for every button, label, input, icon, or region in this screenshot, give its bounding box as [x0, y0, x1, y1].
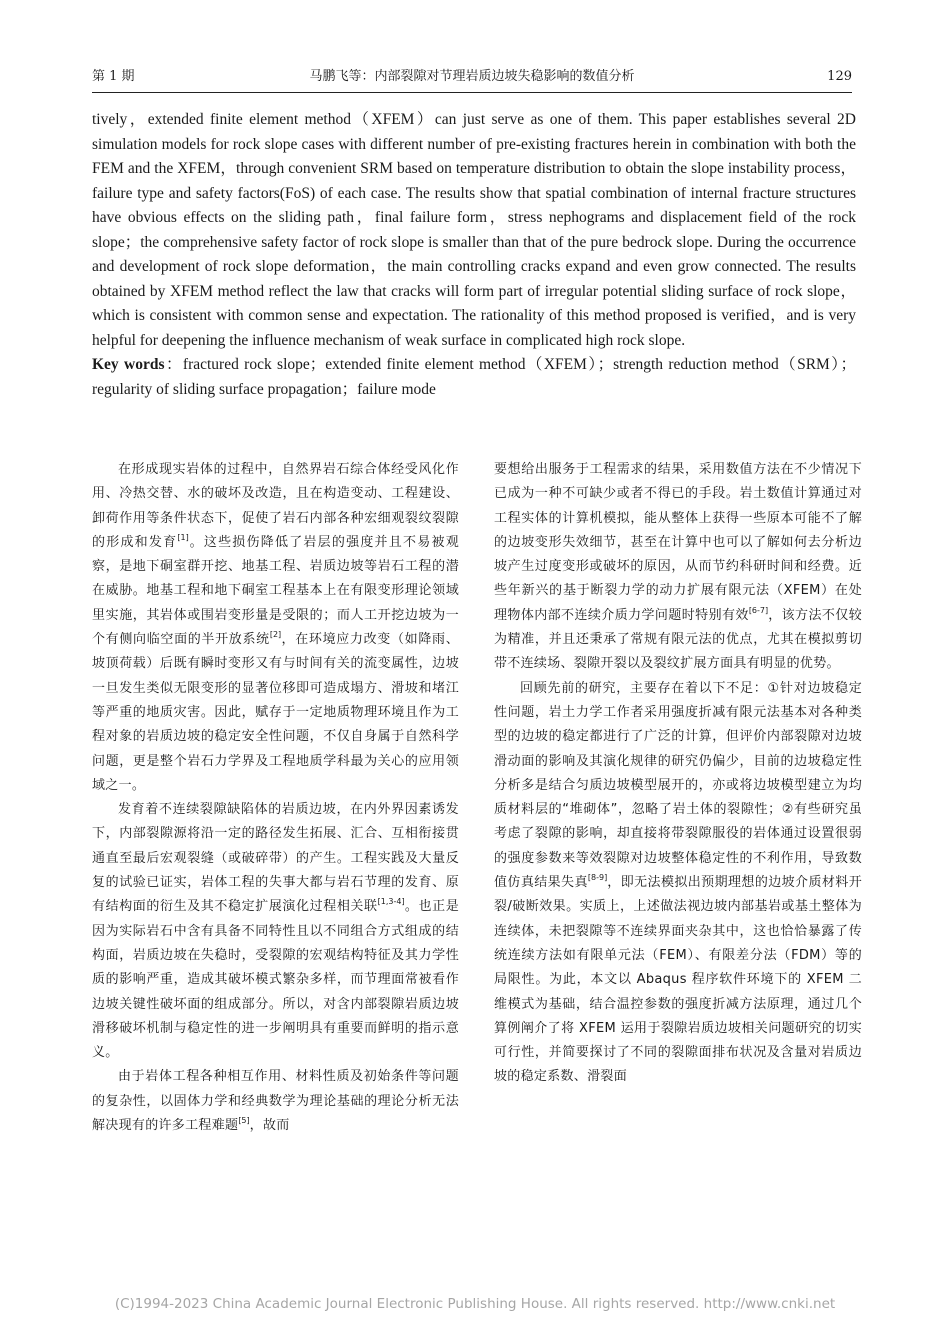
intro-paragraph-1: 在形成现实岩体的过程中，自然界岩石综合体经受风化作用、冷热交替、水的破坏及改造，且在构造变动、工程建设、卸荷作用等条件状态下，促使了岩石内部各种宏细观裂纹裂隙的形成和发育[1]。这些损伤降低了岩层的强度并且不易被观察，是地下硐室群开挖、地基工程、岩质边坡等岩石工程的潜在威胁。地基工程和地下硐室工程基本上在有限变形理论领域里实施，其岩体或围岩变形量是受限的；而人工开挖边坡为一个有侧向临空面的半开放系统[2]，在环境应力改变（如降雨、坡顶荷载）后既有瞬时变形又有与时间有关的流变属性，边坡一旦发生类似无限变形的显著位移即可造成塌方、滑坡和堵江等严重的地质灾害。因此，赋存于一定地质物理环境且作为工程对象的岩质边坡的稳定安全性问题，不仅自身属于自然科学问题，更是整个岩石力学界及工程地质学科最为关心的应用领域之一。 [92, 462, 459, 793]
running-header [92, 66, 852, 88]
citation: [1,3-4] [377, 897, 405, 907]
issue-number: 第 1 期 [92, 69, 135, 84]
keywords [92, 353, 856, 402]
copyright-footer: (C)1994-2023 China Academic Journal Electronic Publishing House. All rights reserved. http://www.cnki.net [114, 1296, 836, 1312]
left-column [92, 458, 459, 1138]
running-title: 马鹏飞等：内部裂隙对节理岩质边坡失稳影响的数值分析 [309, 69, 635, 84]
intro-paragraph-3: 由于岩体工程各种相互作用、材料性质及初始条件等问题的复杂性，以固体力学和经典数学为理论基础的理论分析无法解决现有的许多工程难题[5]，故而 [92, 1069, 459, 1134]
citation: [2] [269, 630, 282, 640]
header-rule [92, 92, 852, 93]
english-abstract [92, 108, 856, 402]
right-column [494, 458, 862, 1090]
intro-paragraph-4: 回顾先前的研究，主要存在着以下不足：①针对边坡稳定性问题，岩土力学工作者采用强度折减有限元法基本对各种类型的边坡的稳定都进行了广泛的计算，但评价内部裂隙对边坡滑动面的影响及其演化规律的研究仍偏少，目前的边坡稳定性分析多是结合匀质边坡模型展开的，亦或将边坡模型建立为均质材料层的“堆砌体”，忽略了岩土体的裂隙性；②有些研究虽考虑了裂隙的影响，却直接将带裂隙服役的岩体通过设置很弱的强度参数来等效裂隙对边坡整体稳定性的不利作用，导致数值仿真结果失真[8-9]，即无法模拟出预期理想的边坡介质材料开裂/破断效果。实质上，上述做法视边坡内部基岩或基土整体为连续体，未把裂隙等不连续界面夹杂其中，这也恰恰暴露了传统连续方法如有限单元法（FEM）、有限差分法（FDM）等的局限性。为此，本文以 Abaqus 程序软件环境下的 XFEM 二维模式为基础，结合温控参数的强度折减方法原理，通过几个算例阐介了将 XFEM 运用于裂隙岩质边坡相关问题研究的切实可行性，并简要探讨了不同的裂隙面排布状况及含量对岩质边坡的稳定系数、滑裂面 [494, 680, 862, 1085]
page-number: 129 [827, 69, 852, 84]
intro-paragraph-2: 发育着不连续裂隙缺陷体的岩质边坡，在内外界因素诱发下，内部裂隙源将沿一定的路径发生拓展、汇合、互相衔接贯通直至最后宏观裂缝（或破碎带）的产生。工程实践及大量反复的试验已证实，岩体工程的失事大都与岩石节理的发育、原有结构面的衍生及其不稳定扩展演化过程相关联[1,3-4]。也正是因为实际岩石中含有具备不同特性且以不同组合方式组成的结构面，岩质边坡在失稳时，受裂隙的宏观结构特征及其力学性质的影响严重，造成其破坏模式繁杂多样，而节理面常被看作边坡关键性破坏面的组成部分。所以，对含内部裂隙岩质边坡滑移破坏机制与稳定性的进一步阐明具有重要而鲜明的指示意义。 [92, 802, 459, 1061]
citation: [6-7] [748, 605, 769, 615]
citation: [5] [238, 1116, 250, 1126]
keywords-label: Key words [92, 356, 165, 373]
keywords-list: ：fractured rock slope；extended finite element method（XFEM）；strength reduction method（SRM）；regularity of sliding surface propagation；failure mode [92, 356, 856, 398]
intro-paragraph-3-continued: 要想给出服务于工程需求的结果，采用数值方法在不少情况下已成为一种不可缺少或者不得已的手段。岩土数值计算通过对工程实体的计算机模拟，能从整体上获得一些原本可能不了解的边坡变形失效细节，甚至在计算中也可以了解如何去分析边坡产生过度变形或破坏的原因，从而节约科研时间和经费。近些年新兴的基于断裂力学的动力扩展有限元法（XFEM）在处理物体内部不连续介质力学问题时特别有效[6-7]，该方法不仅较为精准，并且还秉承了常规有限元法的优点，尤其在模拟剪切带不连续场、裂隙开裂以及裂纹扩展方面具有明显的优势。 [494, 462, 862, 672]
citation: [8-9] [587, 873, 608, 883]
abstract-text: tively，extended finite element method（XFEM）can just serve as one of them. This paper establishes several 2D simulation models for rock slope cases with different number of pre-existing fractures herein in combination with both the FEM and the XFEM，through convenient SRM based on temperature distribution to obtain the slope instability process，failure type and safety factors(FoS) of each case. The results show that spatial combination of internal fracture structures have obvious effects on the sliding path，final failure form，stress nephograms and displacement field of the rock slope；the comprehensive safety factor of rock slope is smaller than that of the pure bedrock slope. During the occurrence and development of rock slope deformation，the main controlling cracks expand and even grow connected. The results obtained by XFEM method reflect the law that cracks will form part of irregular potential sliding surface of rock slope，which is consistent with common sense and expectation. The rationality of this method proposed is verified，and is very helpful for deepening the influence mechanism of weak surface in complicated high rock slope. [92, 111, 856, 349]
citation: [1] [177, 532, 189, 542]
